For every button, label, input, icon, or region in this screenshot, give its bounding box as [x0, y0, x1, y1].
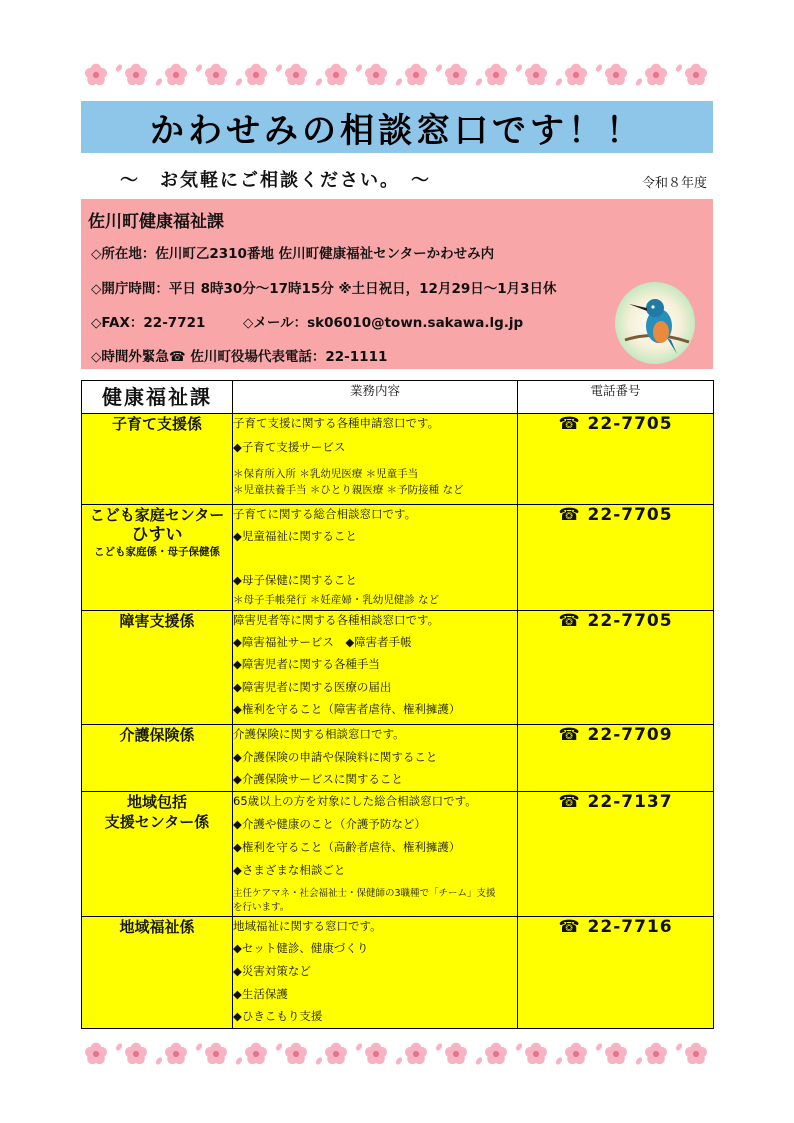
- kingfisher-illustration: [615, 282, 695, 364]
- duty-line: ◆権利を守ること（高齢者虐待、権利擁護）: [233, 840, 461, 854]
- sakura-flower-icon: [405, 1043, 427, 1065]
- duty-line: ◆災害対策など: [233, 964, 311, 978]
- sakura-flower-icon: [445, 1043, 467, 1065]
- section-name: 地域包括: [126, 793, 187, 811]
- sakura-petal-icon: [515, 1042, 524, 1051]
- sakura-flower-icon: [565, 64, 587, 86]
- sakura-petal-icon: [235, 77, 244, 86]
- sakura-flower-icon: [85, 1043, 107, 1065]
- duty-line: 子育て支援に関する各種申請窓口です。: [233, 416, 440, 430]
- sakura-flower-icon: [165, 64, 187, 86]
- duty-line: ◆介護保険の申請や保険料に関すること: [233, 750, 438, 764]
- sakura-flower-icon: [685, 64, 707, 86]
- sakura-petal-icon: [435, 63, 444, 72]
- fiscal-year: 令和８年度: [642, 176, 708, 191]
- department-name: 佐川町健康福祉課: [88, 212, 224, 232]
- sakura-petal-icon: [155, 77, 164, 86]
- sakura-petal-icon: [315, 1056, 324, 1065]
- sakura-petal-icon: [675, 63, 684, 72]
- duty-line: ＊保育所入所 ＊乳幼児医療 ＊児童手当: [233, 468, 419, 480]
- sakura-petal-icon: [115, 1042, 124, 1051]
- table-row: [82, 505, 714, 611]
- sakura-flower-icon: [325, 64, 347, 86]
- duty-line: ◆生活保護: [233, 987, 288, 1001]
- sakura-flower-icon: [685, 1043, 707, 1065]
- sakura-petal-icon: [475, 1056, 484, 1065]
- duty-line: ◆介護保険サービスに関すること: [233, 772, 403, 786]
- sakura-flower-icon: [285, 64, 307, 86]
- sakura-flower-icon: [245, 64, 267, 86]
- table-row: [82, 611, 714, 725]
- section-name: 障害支援係: [82, 611, 233, 725]
- office-info-box: [81, 199, 713, 369]
- sakura-petal-icon: [155, 1056, 164, 1065]
- sakura-flower-icon: [205, 1043, 227, 1065]
- sakura-petal-icon: [355, 1042, 364, 1051]
- subtitle: ～ お気軽にご相談ください。 ～: [120, 170, 431, 191]
- sakura-petal-icon: [235, 1056, 244, 1065]
- sakura-petal-icon: [635, 1056, 644, 1065]
- sakura-flower-icon: [645, 64, 667, 86]
- sakura-flower-icon: [325, 1043, 347, 1065]
- duty-line: ◆さまざまな相談ごと: [233, 863, 346, 877]
- sakura-flower-icon: [605, 1043, 627, 1065]
- sakura-flower-icon: [85, 64, 107, 86]
- section-name-detail: こども家庭係・母子保健係: [94, 546, 220, 558]
- section-name-sub: ひすい: [131, 525, 183, 545]
- section-name-sub: 支援センター係: [104, 813, 210, 831]
- sakura-flower-icon: [525, 1043, 547, 1065]
- duty-line: 障害児者等に関する各種相談窓口です。: [233, 613, 440, 627]
- sakura-petal-icon: [435, 1042, 444, 1051]
- page-title-text: かわせみの相談窓口です！！: [150, 110, 644, 151]
- sakura-flower-icon: [165, 1043, 187, 1065]
- phone-number: ☎ 22-7705: [518, 414, 714, 505]
- sakura-petal-icon: [195, 63, 204, 72]
- sakura-flower-icon: [445, 64, 467, 86]
- table-row: [82, 917, 714, 1029]
- section-name: こども家庭センター: [89, 506, 225, 524]
- duty-line: を行います。: [233, 902, 290, 913]
- sakura-petal-icon: [195, 1042, 204, 1051]
- sakura-flower-icon: [125, 64, 147, 86]
- duty-line: ◆障害児者に関する各種手当: [233, 657, 380, 671]
- sakura-flower-icon: [525, 64, 547, 86]
- header-department: 健康福祉課: [82, 381, 233, 414]
- sakura-petal-icon: [275, 1042, 284, 1051]
- section-name: 介護保険係: [82, 725, 233, 792]
- contact-table: [81, 380, 714, 1029]
- sakura-petal-icon: [475, 77, 484, 86]
- sakura-flower-icon: [285, 1043, 307, 1065]
- sakura-petal-icon: [395, 77, 404, 86]
- sakura-flower-icon: [205, 64, 227, 86]
- sakura-flower-icon: [485, 1043, 507, 1065]
- office-address: ◇所在地：佐川町乙2310番地 佐川町健康福祉センターかわせみ内: [91, 246, 495, 262]
- duty-line: ◆権利を守ること（障害者虐待、権利擁護）: [233, 702, 461, 716]
- header-phone: 電話番号: [518, 381, 714, 414]
- duty-line: ◆障害福祉サービス ◆障害者手帳: [233, 635, 412, 649]
- duty-line: ◆児童福祉に関すること: [233, 529, 357, 543]
- duty-line: ◆母子保健に関すること: [233, 573, 357, 587]
- duty-line: 地域福祉に関する窓口です。: [233, 919, 382, 933]
- sakura-flower-icon: [365, 64, 387, 86]
- sakura-flower-icon: [405, 64, 427, 86]
- sakura-petal-icon: [595, 1042, 604, 1051]
- sakura-border-top: [82, 58, 712, 92]
- sakura-flower-icon: [645, 1043, 667, 1065]
- sakura-petal-icon: [555, 77, 564, 86]
- duty-line: 主任ケアマネ・社会福祉士・保健師の3職種で「チーム」支援: [233, 888, 496, 899]
- office-hours: ◇開庁時間：平日 8時30分～17時15分 ※土日祝日，12月29日～1月3日休: [91, 281, 557, 297]
- duty-line: ◆ひきこもり支援: [233, 1009, 323, 1023]
- sakura-petal-icon: [515, 63, 524, 72]
- phone-number: ☎ 22-7709: [518, 725, 714, 792]
- sakura-petal-icon: [355, 63, 364, 72]
- sakura-petal-icon: [275, 63, 284, 72]
- sakura-flower-icon: [245, 1043, 267, 1065]
- duty-line: 65歳以上の方を対象にした総合相談窓口です。: [233, 794, 477, 808]
- duty-line: ＊児童扶養手当 ＊ひとり親医療 ＊予防接種 など: [233, 484, 464, 496]
- duty-line: 子育てに関する総合相談窓口です。: [233, 507, 417, 521]
- sakura-flower-icon: [605, 64, 627, 86]
- sakura-flower-icon: [485, 64, 507, 86]
- table-row: [82, 725, 714, 792]
- phone-number: ☎ 22-7705: [518, 611, 714, 725]
- sakura-petal-icon: [675, 1042, 684, 1051]
- office-fax: ◇FAX：22-7721: [91, 315, 206, 331]
- duty-line: ◆子育て支援サービス: [233, 440, 346, 454]
- sakura-flower-icon: [125, 1043, 147, 1065]
- phone-number: ☎ 22-7705: [518, 505, 714, 611]
- office-email: ◇メール：sk06010@town.sakawa.lg.jp: [243, 315, 524, 331]
- sakura-petal-icon: [555, 1056, 564, 1065]
- section-name: 地域福祉係: [82, 917, 233, 1029]
- sakura-flower-icon: [365, 1043, 387, 1065]
- sakura-petal-icon: [395, 1056, 404, 1065]
- phone-number: ☎ 22-7716: [518, 917, 714, 1029]
- table-row: [82, 792, 714, 917]
- section-name: 子育て支援係: [82, 414, 233, 505]
- sakura-border-bottom: [82, 1037, 712, 1071]
- duty-line: 介護保険に関する相談窓口です。: [233, 727, 405, 741]
- phone-number: ☎ 22-7137: [518, 792, 714, 917]
- sakura-flower-icon: [565, 1043, 587, 1065]
- page-title: [81, 101, 713, 153]
- header-duties: 業務内容: [233, 381, 518, 414]
- duty-line: ◆介護や健康のこと（介護予防など）: [233, 817, 426, 831]
- duty-line: ◆障害児者に関する医療の届出: [233, 680, 392, 694]
- sakura-petal-icon: [115, 63, 124, 72]
- sakura-petal-icon: [635, 77, 644, 86]
- sakura-petal-icon: [595, 63, 604, 72]
- duty-line: ＊母子手帳発行 ＊妊産婦・乳幼児健診 など: [233, 594, 440, 606]
- table-row: [82, 414, 714, 505]
- office-emergency: ◇時間外緊急☎ 佐川町役場代表電話：22-1111: [91, 349, 388, 365]
- sakura-petal-icon: [315, 77, 324, 86]
- duty-line: ◆セット健診、健康づくり: [233, 941, 369, 955]
